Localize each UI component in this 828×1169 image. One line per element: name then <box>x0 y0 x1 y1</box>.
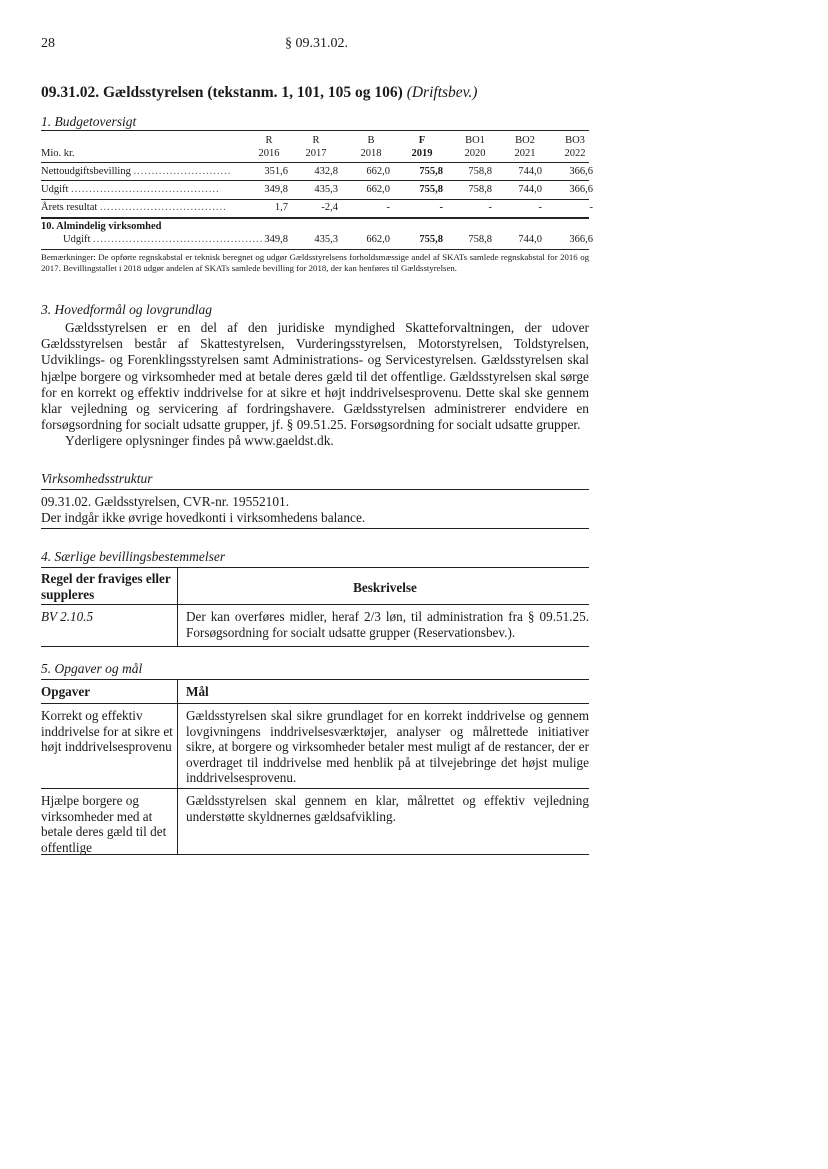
structure-line-2: Der indgår ikke øvrige hovedkonti i virksomhedens balance. <box>41 510 366 525</box>
column-header: R 2016 <box>258 135 280 159</box>
title-qualifier: (Driftsbev.) <box>406 84 478 101</box>
tasks-col2-header: Mål <box>186 684 209 699</box>
column-header: F 2019 <box>411 135 433 159</box>
table-cell: 755,8 <box>419 234 443 245</box>
column-divider <box>177 567 178 647</box>
divider <box>41 646 589 647</box>
divider <box>41 489 589 490</box>
purpose-info: Yderligere oplysninger findes på www.gaeldst.dk. <box>65 433 334 449</box>
table-cell: - <box>488 202 492 213</box>
divider <box>41 180 589 181</box>
table-cell: 755,8 <box>419 166 443 177</box>
table-cell: -2,4 <box>321 202 338 213</box>
table-cell: 744,0 <box>518 234 542 245</box>
divider <box>41 854 589 855</box>
unit-label: Mio. kr. <box>41 148 75 159</box>
table-cell: 758,8 <box>468 234 492 245</box>
special-rule: BV 2.10.5 <box>41 609 94 624</box>
table-cell: 755,8 <box>419 184 443 195</box>
budget-note: Bemærkninger: De opførte regnskabstal er teknisk beregnet og udgør Gældsstyrelsens forholdsmæssige andel af SKATs samlede regnskabstal for 2016 og 2017. Bevillingstallet i 2018 udgør andelen af SKATs samlede bevilling for 2018, der kan henføres til Gældsstyrelsen. <box>41 252 589 274</box>
column-header: BO2 2021 <box>514 135 536 159</box>
divider <box>41 162 589 163</box>
divider <box>41 199 589 200</box>
table-cell: 435,3 <box>314 184 338 195</box>
special-col2-header: Beskrivelse <box>353 580 417 595</box>
divider <box>41 679 589 680</box>
subsection-label: 10. Almindelig virksomhed <box>41 221 162 232</box>
table-cell: 744,0 <box>518 166 542 177</box>
structure-heading: Virksomhedsstruktur <box>41 471 153 486</box>
divider <box>41 528 589 529</box>
task-cell: Hjælpe borgere og virksomheder med at betale deres gæld til det offentlige <box>41 793 167 855</box>
table-cell: - <box>439 202 443 213</box>
table-cell: 366,6 <box>569 166 593 177</box>
table-cell: 662,0 <box>366 234 390 245</box>
title-main: 09.31.02. Gældsstyrelsen (tekstanm. 1, 101, 105 og 106) <box>41 84 403 101</box>
table-cell: 662,0 <box>366 166 390 177</box>
table-cell: 662,0 <box>366 184 390 195</box>
table-cell: 435,3 <box>314 234 338 245</box>
column-header: BO3 2022 <box>564 135 586 159</box>
divider <box>41 567 589 568</box>
table-cell: 349,8 <box>264 184 288 195</box>
goal-cell: Gældsstyrelsen skal gennem en klar, målrettet og effektiv vejledning understøtte skyldnernes gældsafvikling. <box>186 793 589 824</box>
table-row-label: Udgift ......................................... <box>41 184 220 195</box>
divider <box>41 130 589 131</box>
table-cell: 1,7 <box>274 202 288 213</box>
table-cell: - <box>589 202 593 213</box>
table-cell: - <box>538 202 542 213</box>
tasks-col1-header: Opgaver <box>41 684 91 699</box>
column-divider <box>177 679 178 855</box>
structure-line-1: 09.31.02. Gældsstyrelsen, CVR-nr. 19552101. <box>41 494 290 509</box>
table-cell: 351,6 <box>264 166 288 177</box>
special-col1-header: Regel der fraviges eller suppleres <box>41 571 171 602</box>
table-cell: 758,8 <box>468 184 492 195</box>
table-cell: 744,0 <box>518 184 542 195</box>
page-number: 28 <box>41 36 55 51</box>
table-row-label: Nettoudgiftsbevilling ........................... <box>41 166 232 177</box>
column-header: R 2017 <box>305 135 327 159</box>
page-title <box>41 84 477 102</box>
divider <box>41 703 589 704</box>
table-cell: - <box>386 202 390 213</box>
column-header: B 2018 <box>360 135 382 159</box>
budget-heading: 1. Budgetoversigt <box>41 114 137 129</box>
table-cell: 758,8 <box>468 166 492 177</box>
special-heading: 4. Særlige bevillingsbestemmelser <box>41 549 226 564</box>
purpose-paragraph: Gældsstyrelsen er en del af den juridiske myndighed Skatteforvaltningen, der udover Gældsstyrelsen består af Skattestyrelsen, Vurderingsstyrelsen, Motorstyrelsen, Toldstyrelsen, Udviklings- og Forenklingsstyrelsen samt Administrations- og Servicestyrelsen. Gældsstyrelsen skal hjælpe borgere og virksomheder med at betale deres gæld til det offentlige. Gældsstyrelsen skal sørge for en korrekt og effektiv inddrivelse for at sikre et højt inddrivelsesprovenu. Dette skal ske gennem klar vejledning og servicering af fordringshavere. Gældsstyrelsen administrerer endvidere en forsøgsordning for socialt udsatte grupper, jf. § 09.51.25. Forsøgsordning for socialt udsatte grupper. <box>41 320 589 433</box>
divider <box>41 217 589 219</box>
section-reference: § 09.31.02. <box>285 36 348 51</box>
table-row-label: Årets resultat ................................... <box>41 202 227 213</box>
table-cell: 432,8 <box>314 166 338 177</box>
divider <box>41 604 589 605</box>
table-cell: 366,6 <box>569 184 593 195</box>
task-cell: Korrekt og effektiv inddrivelse for at sikre et højt inddrivelsesprovenu <box>41 708 173 755</box>
purpose-body <box>41 320 589 450</box>
column-header: BO1 2020 <box>464 135 486 159</box>
tasks-heading: 5. Opgaver og mål <box>41 661 143 676</box>
purpose-heading: 3. Hovedformål og lovgrundlag <box>41 302 212 317</box>
table-cell: 349,8 <box>264 234 288 245</box>
table-cell: 366,6 <box>569 234 593 245</box>
special-description: Der kan overføres midler, heraf 2/3 løn, til administration fra § 09.51.25. Forsøgsordning for socialt udsatte grupper (Reservationsbev.). <box>186 609 589 640</box>
divider <box>41 249 589 250</box>
goal-cell: Gældsstyrelsen skal sikre grundlaget for en korrekt inddrivelse og gennem lovgivningens inddrivelsesværktøjer, analyser og målrettede initiativer sikre, at borgere og virksomheder betaler mest muligt af de restancer, der er overdraget til inddrivelse med henblik på at tilvejebringe det højst mulige inddrivelsesprovenu. <box>186 708 589 786</box>
divider <box>41 788 589 789</box>
table-row-label: Udgift ............................................... <box>63 234 264 245</box>
